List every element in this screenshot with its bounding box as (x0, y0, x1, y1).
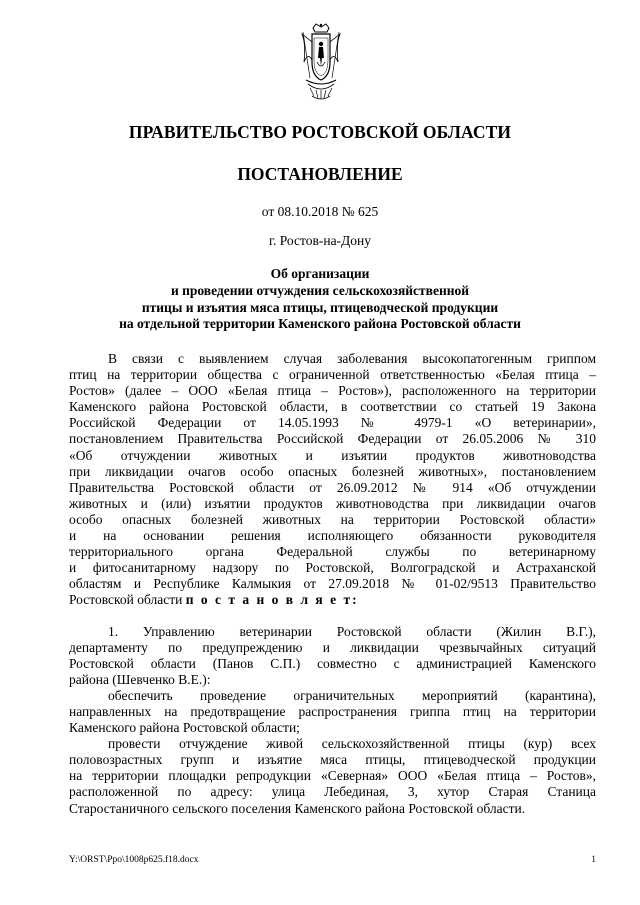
document-date-number: от 08.10.2018 № 625 (261, 204, 379, 219)
body-line: птиц на территории общества с ограниченной ответственностью «Белая птица – (69, 367, 596, 383)
body-line: «Об отчуждении животных и изъятии продуктов животноводства (69, 447, 596, 463)
item-line: на территории площадки репродукции «Северная» ООО «Белая птица – Ростов», (69, 768, 596, 784)
item-line: Каменского района Ростовской области; (69, 720, 300, 736)
body-line: постановлением Правительства Российской Федерации от 26.05.2006 № 310 (69, 431, 596, 447)
item-line: половозрастных групп и изъятие мяса птицы, птицеводческой продукции (69, 752, 596, 768)
preamble-end-text: Ростовской области (69, 592, 186, 608)
body-line: Российской Федерации от 14.05.1993 № 4979-1 «О ветеринарии», (69, 415, 596, 431)
body-line: при ликвидации очагов особо опасных болезней животных», постановлением (69, 463, 596, 479)
body-line: и фитосанитарному надзору по Ростовской, Волгоградской и Астраханской (69, 560, 596, 576)
body-line: Ростов» (далее – ООО «Белая птица – Ростов»), расположенного на территории (69, 383, 596, 399)
item-line: Старостаничного сельского поселения Каменского района Ростовской области. (69, 800, 526, 816)
footer-file-path: Y:\ORST\Ppo\1008p625.f18.docx (69, 855, 199, 865)
body-line: Правительства Ростовской области от 26.09.2012 № 914 «Об отчуждении (69, 479, 596, 495)
item-line: Ростовской области (Панов С.П.) совместно с администрацией Каменского (69, 655, 596, 671)
body-line: В связи с выявлением случая заболевания высокопатогенным гриппом (108, 351, 596, 366)
item-line: департаменту по предупреждению и ликвидации чрезвычайных ситуаций (69, 639, 596, 655)
subject-line: Об организации (270, 266, 370, 281)
body-line-last (69, 592, 596, 608)
item-line: обеспечить проведение ограничительных мероприятий (карантина), (108, 687, 596, 703)
document-body (69, 351, 596, 817)
subject-line: на отдельной территории Каменского района Ростовской области (119, 316, 521, 332)
body-line: территориального органа Федеральной службы по ветеринарному (69, 544, 596, 560)
item-line: расположенной по адресу: улица Лебединая, 3, хутор Старая Станица (69, 784, 596, 800)
document-type: ПОСТАНОВЛЕНИЕ (237, 164, 403, 184)
subject-line: птицы и изъятия мяса птицы, птицеводческой продукции (141, 299, 499, 315)
body-line: областям и Республике Калмыкия от 27.09.2018 № 01-02/9513 Правительство (69, 576, 596, 592)
coat-of-arms-icon (298, 22, 344, 102)
document-subject (60, 266, 580, 333)
item-line: провести отчуждение живой сельскохозяйственной птицы (кур) всех (108, 736, 596, 752)
body-line: Каменского района Ростовской области, в соответствии со статьей 19 Закона (69, 399, 596, 415)
item-line: 1. Управлению ветеринарии Ростовской области (Жилин В.Г.), (108, 623, 596, 639)
subject-line: и проведении отчуждения сельскохозяйственной (170, 282, 470, 298)
item-line: направленных на предотвращение распространения гриппа птиц на территории (69, 703, 596, 719)
document-city: г. Ростов-на-Дону (268, 233, 371, 248)
organization-title: ПРАВИТЕЛЬСТВО РОСТОВСКОЙ ОБЛАСТИ (128, 122, 512, 142)
body-line: и на основании решения исполняющего обязанности руководителя (69, 528, 596, 544)
item-line: района (Шевченко В.Е.): (69, 671, 211, 687)
decree-word: п о с т а н о в л я е т: (185, 592, 359, 608)
footer-page-number: 1 (591, 855, 596, 865)
body-line: животных и (или) изъятии продуктов животноводства при ликвидации очагов (69, 495, 596, 511)
body-line: особо опасных болезней животных на территории Ростовской области» (69, 511, 596, 527)
